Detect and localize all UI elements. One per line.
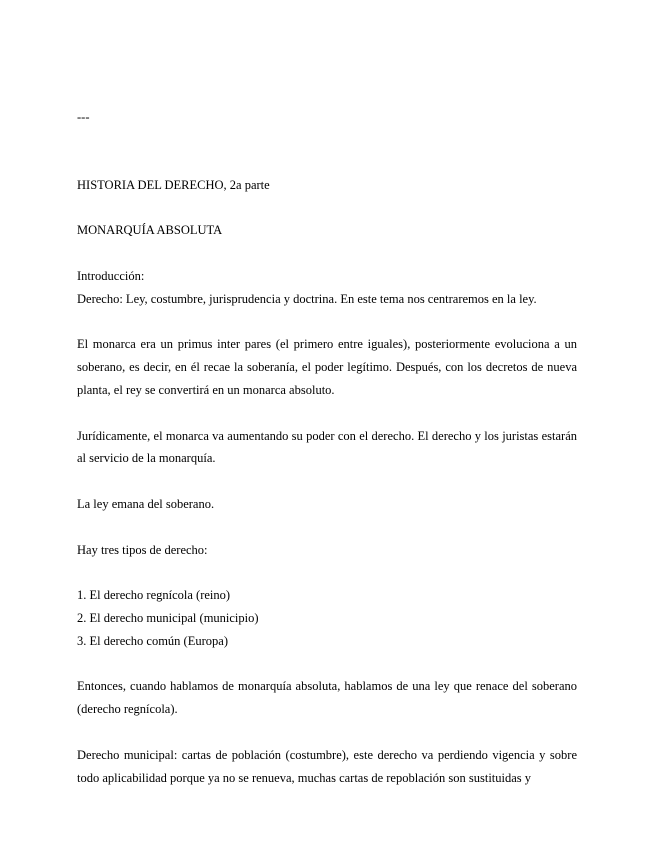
paragraph-ley-emana: La ley emana del soberano. <box>77 496 215 511</box>
list-item: 2. El derecho municipal (municipio) <box>77 610 259 625</box>
list-item: 3. El derecho común (Europa) <box>77 633 228 648</box>
document-subtitle: MONARQUÍA ABSOLUTA <box>77 223 223 238</box>
paragraph-juridicamente: Jurídicamente, el monarca va aumentando su poder con el derecho. El derecho y los juristas estarán al servicio de la monarquía. <box>77 428 577 466</box>
separator: --- <box>77 110 90 124</box>
paragraph-monarca: El monarca era un primus inter pares (el primero entre iguales), posteriormente evoluciona a un soberano, es decir, en él recae la soberanía, el poder legítimo. Después, con los decretos de nueva planta, el rey se convertirá en un monarca absoluto. <box>77 337 577 397</box>
paragraph-entonces: Entonces, cuando hablamos de monarquía absoluta, hablamos de una ley que renace del soberano (derecho regnícola). <box>77 679 577 717</box>
intro-line: Derecho: Ley, costumbre, jurisprudencia y doctrina. En este tema nos centraremos en la ley. <box>77 291 537 306</box>
document-title: HISTORIA DEL DERECHO, 2a parte <box>77 177 270 192</box>
intro-heading: Introducción: <box>77 268 145 283</box>
list-item: 1. El derecho regnícola (reino) <box>77 588 231 603</box>
document-page <box>77 106 577 789</box>
paragraph-derecho-municipal: Derecho municipal: cartas de población (costumbre), este derecho va perdiendo vigencia y sobre todo aplicabilidad porque ya no se renueva, muchas cartas de repoblación son sustituidas y <box>77 747 577 785</box>
paragraph-tipos-derecho: Hay tres tipos de derecho: <box>77 542 208 557</box>
